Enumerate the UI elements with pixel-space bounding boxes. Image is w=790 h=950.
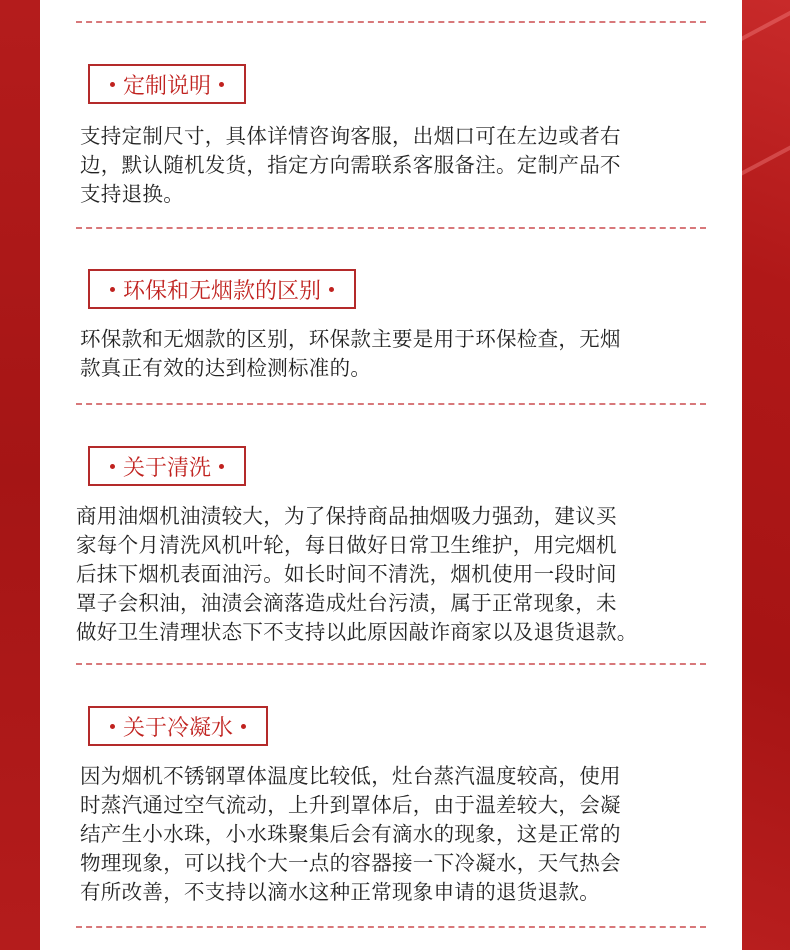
section-title-text: 关于清洗 [123, 455, 212, 481]
text-line: 支持定制尺寸，具体详情咨询客服，出烟口可在左边或者右 [80, 124, 621, 148]
section-body-cleaning [76, 502, 706, 647]
bullet-dot [110, 464, 115, 469]
bullet-dot [219, 464, 224, 469]
text-line: 做好卫生清理状态下不支持以此原因敲诈商家以及退货退款。 [76, 620, 638, 644]
section-title-custom [88, 64, 246, 104]
section-title-cleaning [88, 446, 246, 486]
left-border [0, 0, 40, 950]
right-border [742, 0, 790, 950]
text-line: 支持退换。 [80, 182, 184, 206]
section-title-text: 关于冷凝水 [123, 715, 234, 741]
section-divider [76, 926, 706, 928]
section-divider [76, 227, 706, 229]
bullet-dot [219, 82, 224, 87]
section-title-condensation [88, 706, 268, 746]
text-line: 后抹下烟机表面油污。如长时间不清洗，烟机使用一段时间 [76, 562, 617, 586]
bullet-dot [241, 724, 246, 729]
section-title-difference [88, 269, 356, 309]
text-line: 商用油烟机油渍较大，为了保持商品抽烟吸力强劲，建议买 [76, 504, 617, 528]
text-line: 有所改善，不支持以滴水这种正常现象申请的退货退款。 [80, 880, 600, 904]
text-line: 边，默认随机发货，指定方向需联系客服备注。定制产品不 [80, 153, 621, 177]
section-divider [76, 403, 706, 405]
text-line: 因为烟机不锈钢罩体温度比较低，灶台蒸汽温度较高，使用 [80, 764, 621, 788]
section-title-text: 环保和无烟款的区别 [123, 278, 322, 304]
bullet-dot [110, 287, 115, 292]
section-divider [76, 21, 706, 23]
section-body-condensation [80, 762, 710, 907]
bullet-dot [329, 287, 334, 292]
section-body-difference [80, 325, 710, 383]
text-line: 家每个月清洗风机叶轮，每日做好日常卫生维护，用完烟机 [76, 533, 617, 557]
text-line: 时蒸汽通过空气流动，上升到罩体后，由于温差较大，会凝 [80, 793, 621, 817]
text-line: 结产生小水珠，小水珠聚集后会有滴水的现象，这是正常的 [80, 822, 621, 846]
decorative-streak [742, 117, 790, 186]
section-divider [76, 663, 706, 665]
section-body-custom [80, 122, 710, 209]
bullet-dot [110, 82, 115, 87]
text-line: 款真正有效的达到检测标准的。 [80, 356, 372, 380]
section-title-text: 定制说明 [123, 73, 212, 99]
text-line: 罩子会积油，油渍会滴落造成灶台污渍，属于正常现象，未 [76, 591, 617, 615]
decorative-streak [742, 0, 790, 47]
text-line: 物理现象，可以找个大一点的容器接一下冷凝水，天气热会 [80, 851, 621, 875]
text-line: 环保款和无烟款的区别，环保款主要是用于环保检查，无烟 [80, 327, 621, 351]
bullet-dot [110, 724, 115, 729]
